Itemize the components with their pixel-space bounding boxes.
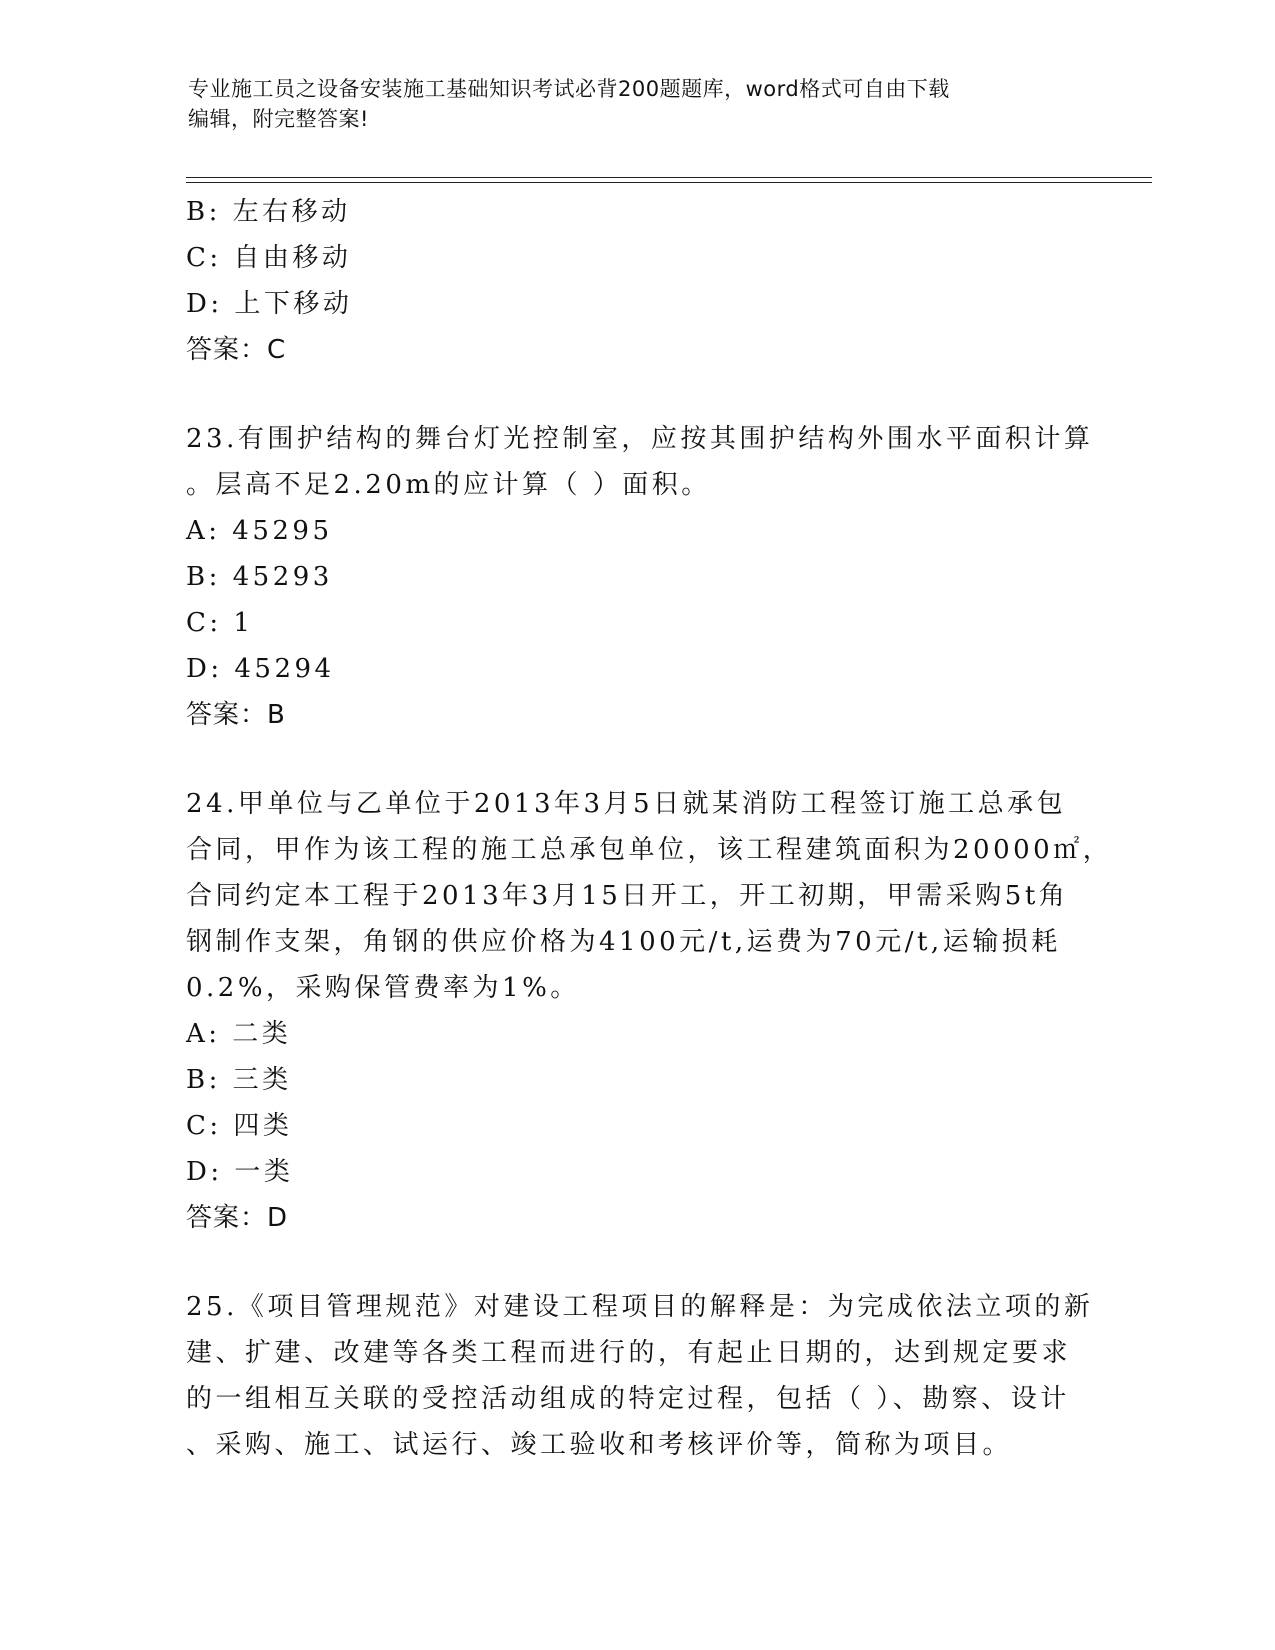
option-c: C: 自由移动	[186, 243, 352, 273]
question-23	[186, 416, 1094, 738]
option-b: B: 45293	[186, 562, 333, 592]
option-d: D: 45294	[186, 654, 335, 684]
question-spacer	[186, 738, 1086, 781]
page-header	[188, 74, 1068, 134]
question-stem-line: 23.有围护结构的舞台灯光控制室，应按其围护结构外围水平面积计算	[186, 424, 1094, 454]
question-24	[186, 781, 1113, 1241]
option-d: D: 上下移动	[186, 289, 353, 319]
header-divider	[186, 177, 1152, 183]
question-stem-line: 的一组相互关联的受控活动组成的特定过程，包括（ ）、勘察、设计	[186, 1384, 1070, 1414]
question-stem-line: 24.甲单位与乙单位于2013年3月5日就某消防工程签订施工总承包	[186, 789, 1067, 819]
option-c: C: 四类	[186, 1111, 293, 1141]
question-stem-line: 25.《项目管理规范》对建设工程项目的解释是：为完成依法立项的新	[186, 1292, 1094, 1322]
question-stem-line: 合同约定本工程于2013年3月15日开工，开工初期，甲需采购5t角	[186, 881, 1069, 911]
option-d: D: 一类	[186, 1157, 294, 1187]
header-title-line-2: 编辑，附完整答案!	[188, 107, 369, 131]
option-b: B: 左右移动	[186, 197, 351, 227]
option-a: A: 二类	[186, 1019, 292, 1049]
option-b: B: 三类	[186, 1065, 292, 1095]
question-22-tail	[186, 189, 1086, 373]
question-stem-line: 。层高不足2.20m的应计算（ ）面积。	[186, 470, 711, 500]
answer: 答案：C	[186, 335, 287, 365]
header-title-line-1: 专业施工员之设备安装施工基础知识考试必背200题题库，word格式可自由下载	[188, 77, 950, 101]
answer: 答案：B	[186, 700, 286, 730]
question-list	[186, 189, 1113, 1468]
answer: 答案：D	[186, 1203, 289, 1233]
question-spacer	[186, 373, 1086, 416]
question-stem-line: 合同，甲作为该工程的施工总承包单位，该工程建筑面积为20000㎡，	[186, 835, 1113, 865]
question-stem-line: 建、扩建、改建等各类工程而进行的，有起止日期的，达到规定要求	[186, 1338, 1072, 1368]
question-stem-line: 、采购、施工、试运行、竣工验收和考核评价等，简称为项目。	[186, 1430, 1013, 1460]
option-a: A: 45295	[186, 516, 333, 546]
question-25	[186, 1284, 1094, 1468]
question-stem-line: 钢制作支架，角钢的供应价格为4100元/t,运费为70元/t,运输损耗	[186, 927, 1061, 957]
option-c: C: 1	[186, 608, 254, 638]
question-spacer	[186, 1241, 1086, 1284]
question-stem-line: 0.2%，采购保管费率为1%。	[186, 973, 580, 1003]
